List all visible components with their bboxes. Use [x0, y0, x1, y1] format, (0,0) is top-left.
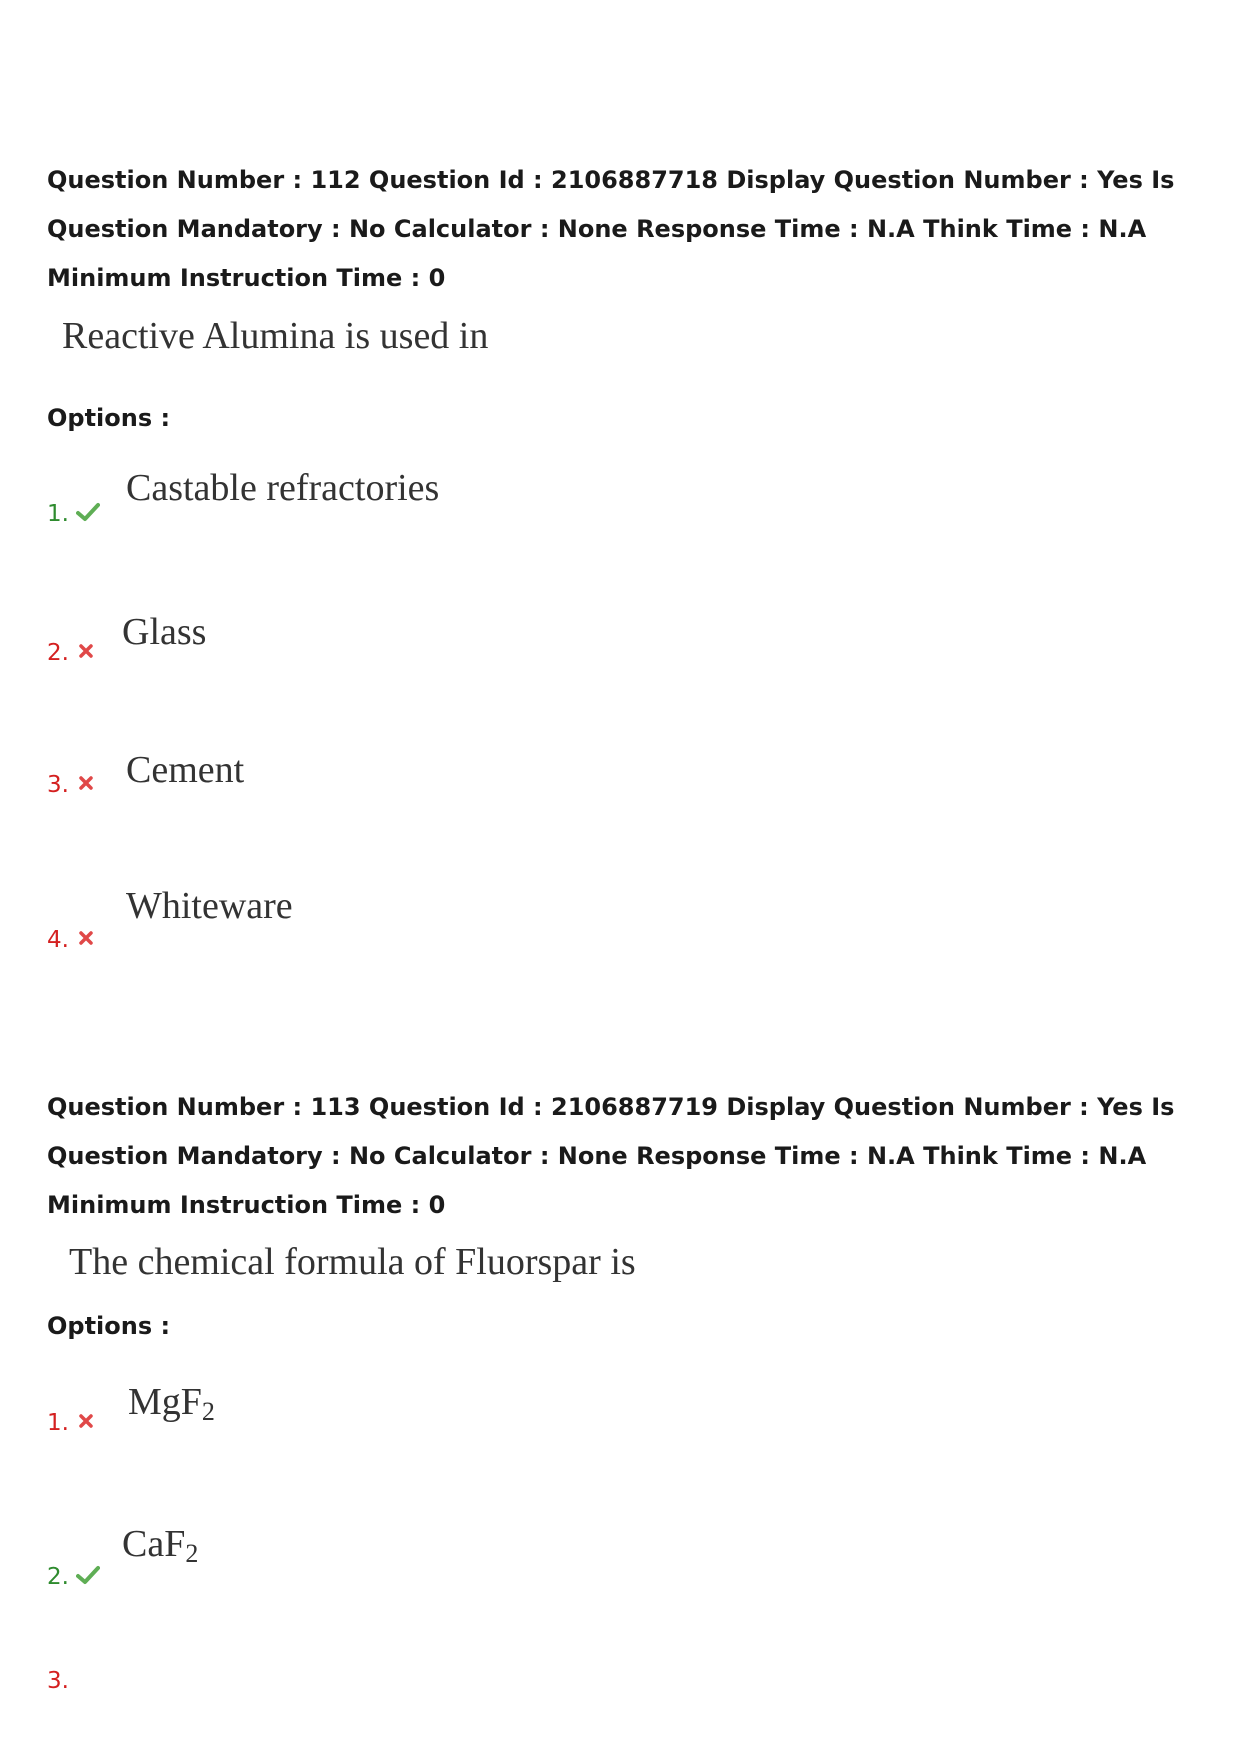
option-text — [128, 1380, 215, 1427]
question-text: The chemical formula of Fluorspar is — [69, 1241, 636, 1283]
option-text — [122, 1522, 198, 1569]
cross-icon — [79, 776, 93, 790]
check-icon — [76, 502, 100, 522]
option-number: 3. — [47, 1668, 69, 1694]
option-number: 1. — [47, 1410, 69, 1436]
options-label: Options : — [47, 404, 171, 432]
formula-subscript: 2 — [185, 1539, 199, 1568]
formula-base: MgF — [128, 1381, 202, 1423]
question-meta: Question Number : 112 Question Id : 2106887718 Display Question Number : Yes Is Question Mandatory : No Calculator : None Response Time : N.A Think Time : N.A Minimum Instruction Time : 0 — [47, 166, 1175, 292]
cross-icon — [79, 644, 93, 658]
question-text: Reactive Alumina is used in — [62, 315, 489, 357]
option-number: 1. — [47, 501, 69, 527]
option-text: Glass — [122, 611, 207, 653]
cross-icon — [79, 931, 93, 945]
question-meta: Question Number : 113 Question Id : 2106887719 Display Question Number : Yes Is Question Mandatory : No Calculator : None Response Time : N.A Think Time : N.A Minimum Instruction Time : 0 — [47, 1093, 1175, 1219]
formula-base: CaF — [122, 1523, 186, 1565]
option-number: 3. — [47, 772, 69, 798]
option-text: Castable refractories — [126, 467, 440, 509]
option-text: Cement — [126, 749, 245, 791]
option-text: Whiteware — [126, 885, 293, 927]
check-icon — [76, 1565, 100, 1585]
cross-icon — [79, 1414, 93, 1428]
option-number: 2. — [47, 1564, 69, 1590]
options-label: Options : — [47, 1312, 171, 1340]
option-number: 4. — [47, 927, 69, 953]
option-number: 2. — [47, 640, 69, 666]
formula-subscript: 2 — [201, 1397, 215, 1426]
